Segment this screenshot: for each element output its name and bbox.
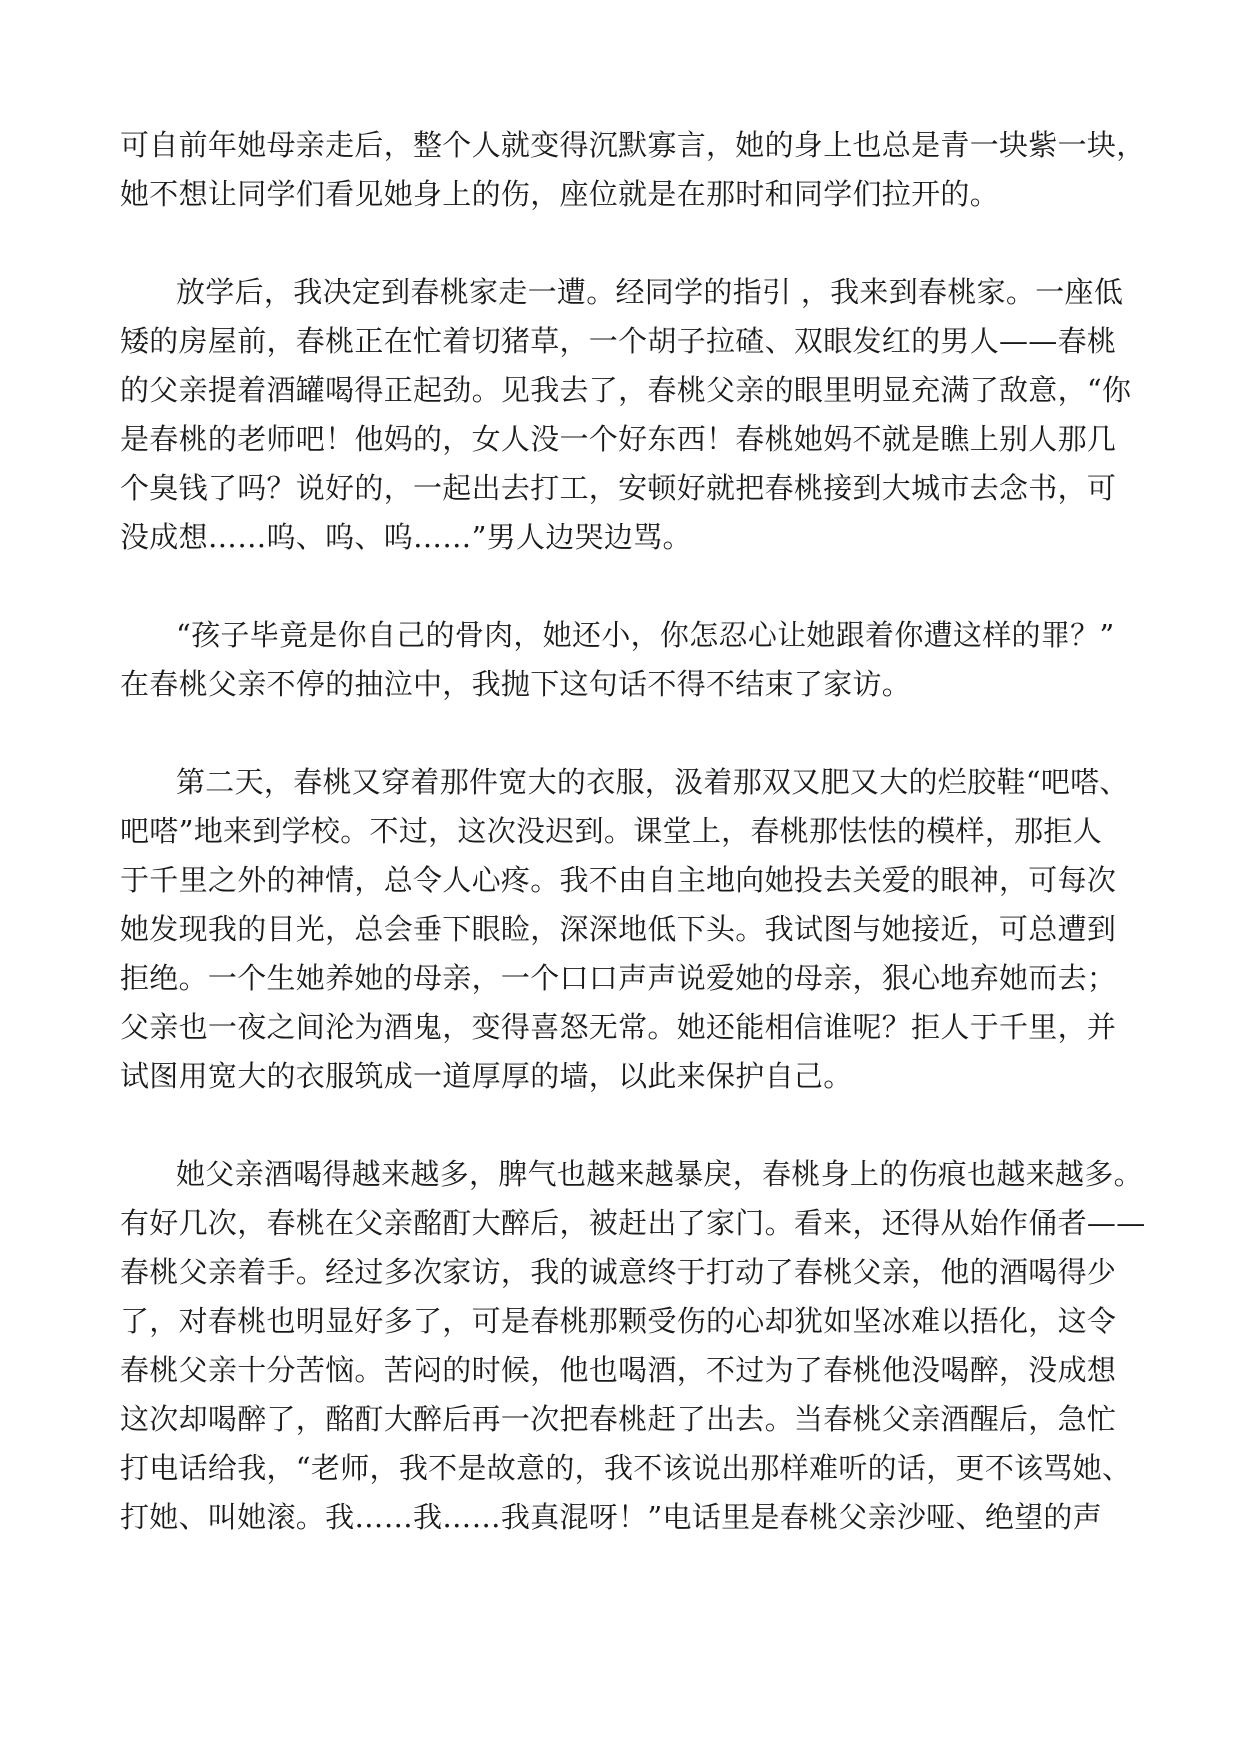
text-line: 春桃父亲着手。经过多次家访，我的诚意终于打动了春桃父亲，他的酒喝得少 — [120, 1255, 1117, 1289]
text-line: 打她、叫她滚。我……我……我真混呀！”电话里是春桃父亲沙哑、绝望的声 — [120, 1500, 1103, 1534]
text-line: 吧嗒”地来到学校。不过，这次没迟到。课堂上，春桃那怯怯的模样，那拒人 — [120, 814, 1103, 848]
paragraph — [120, 268, 1130, 562]
text-line: 有好几次，春桃在父亲酩酊大醉后，被赶出了家门。看来，还得从始作俑者—— — [120, 1206, 1146, 1240]
text-line: 第二天，春桃又穿着那件宽大的衣服，汲着那双又肥又大的烂胶鞋“吧嗒、 — [176, 765, 1129, 799]
paragraph — [120, 758, 1130, 1101]
paragraph-spacer — [120, 709, 1130, 758]
text-line: 矮的房屋前，春桃正在忙着切猪草，一个胡子拉碴、双眼发红的男人——春桃 — [120, 324, 1117, 358]
paragraph — [120, 121, 1146, 219]
paragraph-spacer — [120, 1101, 1130, 1150]
text-line: 个臭钱了吗？说好的，一起出去打工，安顿好就把春桃接到大城市去念书，可 — [120, 471, 1117, 505]
text-line: 在春桃父亲不停的抽泣中，我抛下这句话不得不结束了家访。 — [120, 667, 912, 701]
text-line: “孩子毕竟是你自己的骨肉，她还小，你怎忍心让她跟着你遭这样的罪？” — [176, 618, 1115, 652]
text-line: 拒绝。一个生她养她的母亲，一个口口声声说爱她的母亲，狠心地弃她而去； — [120, 961, 1117, 995]
paragraph-spacer — [120, 562, 1130, 611]
text-line: 的父亲提着酒罐喝得正起劲。见我去了，春桃父亲的眼里明显充满了敌意，“你 — [120, 373, 1132, 407]
text-line: 这次却喝醉了，酩酊大醉后再一次把春桃赶了出去。当春桃父亲酒醒后，急忙 — [120, 1402, 1117, 1436]
text-line: 放学后，我决定到春桃家走一遭。经同学的指引 ，我来到春桃家。一座低 — [176, 275, 1124, 309]
text-line: 是春桃的老师吧！他妈的，女人没一个好东西！春桃她妈不就是瞧上别人那几 — [120, 422, 1117, 456]
text-line: 可自前年她母亲走后，整个人就变得沉默寡言，她的身上也总是青一块紫一块， — [120, 128, 1146, 162]
text-line: 打电话给我，“老师，我不是故意的，我不该说出那样难听的话，更不该骂她、 — [120, 1451, 1132, 1485]
text-line: 她父亲酒喝得越来越多，脾气也越来越暴戾，春桃身上的伤痕也越来越多。 — [176, 1157, 1143, 1191]
text-line: 于千里之外的神情，总令人心疼。我不由自主地向她投去关爱的眼神，可每次 — [120, 863, 1117, 897]
paragraph-spacer — [120, 219, 1130, 268]
document-body — [120, 121, 1146, 1542]
paragraph — [120, 1150, 1146, 1542]
text-line: 试图用宽大的衣服筑成一道厚厚的墙，以此来保护自己。 — [120, 1059, 853, 1093]
text-line: 了，对春桃也明显好多了，可是春桃那颗受伤的心却犹如坚冰难以捂化，这令 — [120, 1304, 1117, 1338]
text-line: 她发现我的目光，总会垂下眼睑，深深地低下头。我试图与她接近，可总遭到 — [120, 912, 1117, 946]
text-line: 没成想……呜、呜、呜……”男人边哭边骂。 — [120, 520, 692, 554]
paragraph — [120, 611, 1130, 709]
text-line: 她不想让同学们看见她身上的伤，座位就是在那时和同学们拉开的。 — [120, 177, 1000, 211]
text-line: 春桃父亲十分苦恼。苦闷的时候，他也喝酒，不过为了春桃他没喝醉，没成想 — [120, 1353, 1117, 1387]
text-line: 父亲也一夜之间沦为酒鬼，变得喜怒无常。她还能相信谁呢？拒人于千里，并 — [120, 1010, 1117, 1044]
